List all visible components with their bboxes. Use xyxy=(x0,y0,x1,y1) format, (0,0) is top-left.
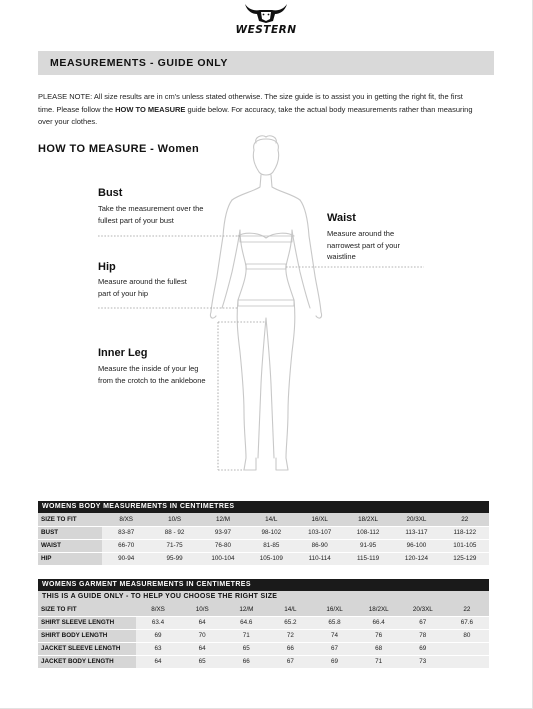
table-row xyxy=(38,552,489,565)
garment-table-grid xyxy=(38,603,489,669)
table-cell: 63 xyxy=(136,642,180,655)
header-cell-label: SIZE TO FIT xyxy=(38,513,102,526)
table-cell: 64 xyxy=(136,655,180,668)
table-cell: 110-114 xyxy=(296,552,344,565)
header-cell-size: 20/3XL xyxy=(392,513,440,526)
row-label: HIP xyxy=(38,552,102,565)
table-cell: 81-85 xyxy=(247,539,295,552)
table-row xyxy=(38,526,489,539)
table-cell: 69 xyxy=(136,629,180,642)
table-cell: 66 xyxy=(268,642,312,655)
bust-description: Take the measurement over the fullest part of your bust xyxy=(98,204,204,225)
table-cell: 65.2 xyxy=(268,616,312,629)
table-row xyxy=(38,642,489,655)
table-cell: 90-94 xyxy=(102,552,150,565)
header-cell-size: 12/M xyxy=(224,603,268,616)
womens-body-measurements-table xyxy=(38,501,489,566)
brand-name: WESTERN xyxy=(235,24,297,36)
table-cell: 113-117 xyxy=(392,526,440,539)
table-cell: 91-95 xyxy=(344,539,392,552)
table-cell: 118-122 xyxy=(441,526,489,539)
table-cell: 70 xyxy=(180,629,224,642)
table-cell xyxy=(445,642,489,655)
row-label: JACKET SLEEVE LENGTH xyxy=(38,642,136,655)
table-cell: 83-87 xyxy=(102,526,150,539)
table-cell: 69 xyxy=(313,655,357,668)
header-cell-size: 8/XS xyxy=(136,603,180,616)
header-cell-size: 20/3XL xyxy=(401,603,445,616)
header-cell-size: 10/S xyxy=(180,603,224,616)
table-cell: 72 xyxy=(268,629,312,642)
header-cell-size: 18/2XL xyxy=(344,513,392,526)
body-table-grid xyxy=(38,513,489,566)
table-cell: 64 xyxy=(180,616,224,629)
header-cell-size: 14/L xyxy=(247,513,295,526)
header-cell-size: 10/S xyxy=(150,513,198,526)
table-header-row xyxy=(38,603,489,616)
how-to-measure-title: HOW TO MEASURE - Women xyxy=(38,143,200,155)
inner-leg-description: Measure the inside of your leg from the crotch to the anklebone xyxy=(98,364,206,385)
note-suffix: guide below. For accuracy, take the actual body measurements rather than measuring over your clothes. xyxy=(38,104,473,126)
note-prefix: PLEASE NOTE: All size results are in cm's unless stated otherwise. The size guide is to assist you in getting the right fit, the first time. Please follow the xyxy=(38,92,463,114)
table-cell: 73 xyxy=(401,655,445,668)
waist-label: Waist xyxy=(327,212,356,224)
table-cell: 67.6 xyxy=(445,616,489,629)
table-cell: 71-75 xyxy=(150,539,198,552)
table-cell: 66.4 xyxy=(357,616,401,629)
bust-label: Bust xyxy=(98,187,123,199)
table-cell: 63.4 xyxy=(136,616,180,629)
table-cell: 105-109 xyxy=(247,552,295,565)
table-cell: 65 xyxy=(224,642,268,655)
table-cell: 67 xyxy=(401,616,445,629)
hip-description: Measure around the fullest part of your hip xyxy=(98,277,187,298)
table-cell: 88 - 92 xyxy=(150,526,198,539)
row-label: WAIST xyxy=(38,539,102,552)
table-cell: 120-124 xyxy=(392,552,440,565)
table-cell: 71 xyxy=(357,655,401,668)
hip-label: Hip xyxy=(98,261,116,273)
garment-table-subtitle: THIS IS A GUIDE ONLY - TO HELP YOU CHOOSE THE RIGHT SIZE xyxy=(38,591,489,603)
table-cell: 96-100 xyxy=(392,539,440,552)
header-cell-size: 12/M xyxy=(199,513,247,526)
garment-table-title: WOMENS GARMENT MEASUREMENTS IN CENTIMETRES xyxy=(38,579,489,591)
table-cell: 65.8 xyxy=(313,616,357,629)
table-cell: 68 xyxy=(357,642,401,655)
table-cell: 64 xyxy=(180,642,224,655)
header-cell-label: SIZE TO FIT xyxy=(38,603,136,616)
table-cell: 69 xyxy=(401,642,445,655)
body-table-title: WOMENS BODY MEASUREMENTS IN CENTIMETRES xyxy=(38,501,489,513)
table-row xyxy=(38,629,489,642)
table-cell: 67 xyxy=(268,655,312,668)
table-cell: 95-99 xyxy=(150,552,198,565)
page-title: MEASUREMENTS - GUIDE ONLY xyxy=(38,51,494,75)
table-cell: 71 xyxy=(224,629,268,642)
table-cell: 80 xyxy=(445,629,489,642)
table-cell: 78 xyxy=(401,629,445,642)
note-bold: HOW TO MEASURE xyxy=(115,104,186,114)
table-cell: 74 xyxy=(313,629,357,642)
row-label: JACKET BODY LENGTH xyxy=(38,655,136,668)
table-row xyxy=(38,655,489,668)
header-cell-size: 18/2XL xyxy=(357,603,401,616)
waist-description: Measure around the narrowest part of your waistline xyxy=(327,229,400,261)
table-cell: 103-107 xyxy=(296,526,344,539)
table-cell: 125-129 xyxy=(441,552,489,565)
table-cell: 76-80 xyxy=(199,539,247,552)
table-cell: 76 xyxy=(357,629,401,642)
row-label: SHIRT SLEEVE LENGTH xyxy=(38,616,136,629)
table-header-row xyxy=(38,513,489,526)
header-cell-size: 22 xyxy=(441,513,489,526)
womens-garment-measurements-table xyxy=(38,579,489,669)
header-cell-size: 14/L xyxy=(268,603,312,616)
header-cell-size: 8/XS xyxy=(102,513,150,526)
header-cell-size: 22 xyxy=(445,603,489,616)
table-cell: 64.6 xyxy=(224,616,268,629)
table-row xyxy=(38,539,489,552)
table-cell xyxy=(445,655,489,668)
inner-leg-label: Inner Leg xyxy=(98,347,148,359)
table-cell: 93-97 xyxy=(199,526,247,539)
table-cell: 101-105 xyxy=(441,539,489,552)
table-cell: 67 xyxy=(313,642,357,655)
table-cell: 115-119 xyxy=(344,552,392,565)
table-cell: 86-90 xyxy=(296,539,344,552)
row-label: SHIRT BODY LENGTH xyxy=(38,629,136,642)
header-cell-size: 16/XL xyxy=(296,513,344,526)
table-cell: 65 xyxy=(180,655,224,668)
header-cell-size: 16/XL xyxy=(313,603,357,616)
table-cell: 66 xyxy=(224,655,268,668)
table-cell: 108-112 xyxy=(344,526,392,539)
table-row xyxy=(38,616,489,629)
table-cell: 98-102 xyxy=(247,526,295,539)
table-cell: 100-104 xyxy=(199,552,247,565)
table-cell: 66-70 xyxy=(102,539,150,552)
row-label: BUST xyxy=(38,526,102,539)
